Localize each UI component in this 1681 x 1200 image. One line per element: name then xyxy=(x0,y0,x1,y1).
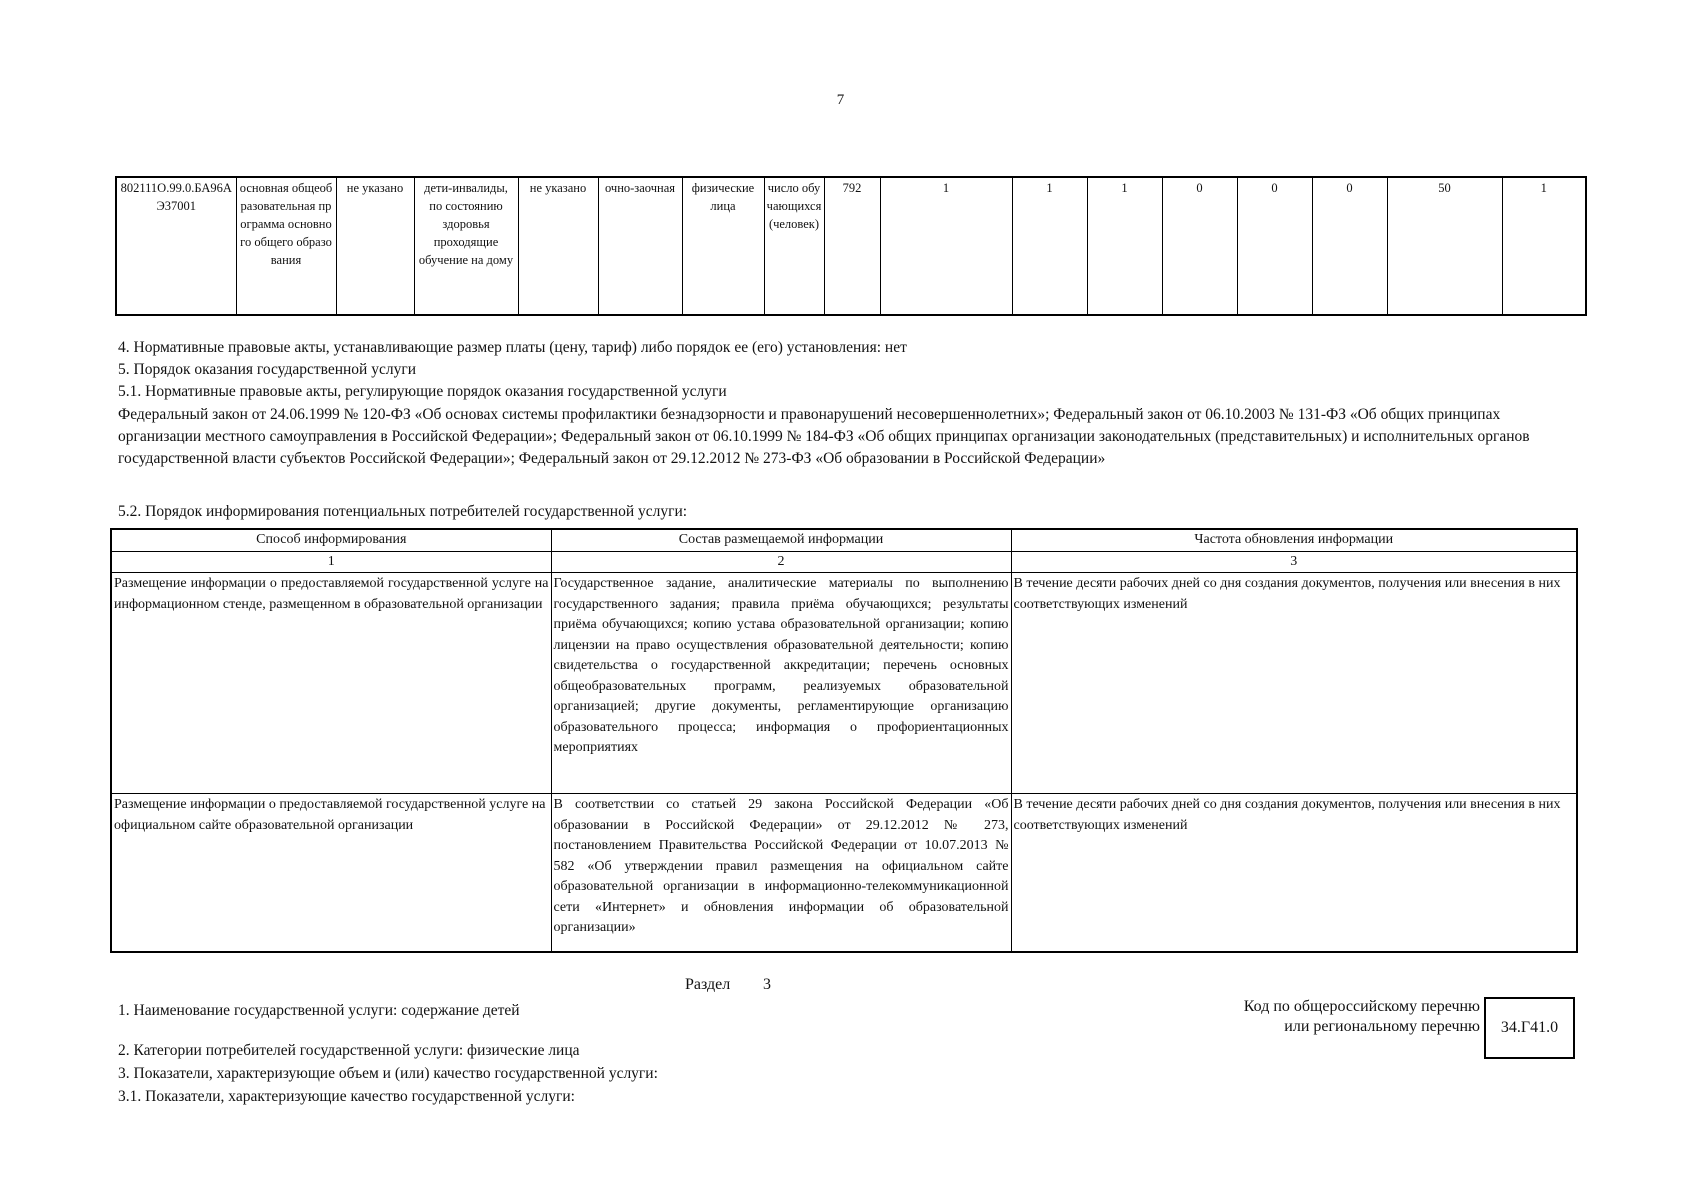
table-number-row xyxy=(111,551,1577,573)
method-cell: Размещение информации о предоставляемой государственной услуге на официальном сайте образовательной организации xyxy=(111,794,551,953)
code-value: 34.Г41.0 xyxy=(1500,1019,1559,1036)
table-cell: не указано xyxy=(336,177,414,315)
value-cell: 1 xyxy=(1012,177,1087,315)
table-row xyxy=(111,794,1577,953)
table-cell: не указано xyxy=(518,177,598,315)
value-cell: 0 xyxy=(1162,177,1237,315)
consumer-cell: физические лица xyxy=(682,177,764,315)
column-header: Частота обновления информации xyxy=(1011,529,1577,551)
value-cell: 1 xyxy=(1087,177,1162,315)
method-cell: Размещение информации о предоставляемой государственной услуге на информационном стенде, размещенном в образовательной организации xyxy=(111,573,551,794)
laws-paragraph: Федеральный закон от 24.06.1999 № 120-ФЗ «Об основах системы профилактики безнадзорности и правонарушений несовершеннолетних»; Федеральный закон от 06.10.2003 № 131-ФЗ «Об общих принципах организации местного самоуправления в Российской Федерации»; Федеральный закон от 06.10.1999 № 184-ФЗ «Об общих принципах организации законодательных (представительных) и исполнительных органов государственной власти субъектов Российской Федерации»; Федеральный закон от 29.12.2012 № 273-ФЗ «Об образовании в Российской Федерации» xyxy=(118,406,1530,467)
value-cell: 1 xyxy=(1502,177,1586,315)
section-number: 3 xyxy=(763,976,771,993)
content-cell: В соответствии со статьей 29 закона Российской Федерации «Об образовании в Российской Федерации» от 29.12.2012 № 273, постановлением Правительства Российской Федерации от 10.07.2013 № 582 «Об утверждении правил размещения на официальном сайте образовательной организации в информационно-телекоммуникационной сети «Интернет» и обновления информации об образовательной организации» xyxy=(551,794,1011,953)
value-cell: 0 xyxy=(1237,177,1312,315)
informing-table xyxy=(110,528,1578,953)
program-cell: основная общеобразовательная программа основного общего образования xyxy=(236,177,336,315)
value-cell: 1 xyxy=(880,177,1012,315)
indicator-table xyxy=(115,176,1587,316)
column-number: 3 xyxy=(1011,551,1577,573)
value-cell: 0 xyxy=(1312,177,1387,315)
column-header: Состав размещаемой информации xyxy=(551,529,1011,551)
paragraph-5-2: 5.2. Порядок информирования потенциальных потребителей государственной услуги: xyxy=(118,503,688,520)
content-cell: Государственное задание, аналитические материалы по выполнению государственного задания; правила приёма обучающихся; результаты приёма обучающихся; копию устава образовательной организации; копию лицензии на право осуществления образовательной деятельности; копию свидетельства о государственной аккредитации; перечень основных общеобразовательных программ, реализуемых образовательной организацией; другие документы, регламентирующие организацию образовательного процесса; информация о профориентационных мероприятиях xyxy=(551,573,1011,794)
okei-code-cell: 792 xyxy=(824,177,880,315)
table-row xyxy=(111,573,1577,794)
column-header: Способ информирования xyxy=(111,529,551,551)
paragraph-5: 5. Порядок оказания государственной услуги xyxy=(118,361,416,378)
code-box xyxy=(1484,997,1575,1059)
category-cell: дети-инвалиды, по состоянию здоровья проходящие обучение на дому xyxy=(414,177,518,315)
frequency-cell: В течение десяти рабочих дней со дня создания документов, получения или внесения в них соответствующих изменений xyxy=(1011,794,1577,953)
consumer-category: 2. Категории потребителей государственной услуги: физические лица xyxy=(118,1042,580,1059)
column-number: 1 xyxy=(111,551,551,573)
service-name: 1. Наименование государственной услуги: содержание детей xyxy=(118,1002,520,1019)
frequency-cell: В течение десяти рабочих дней со дня создания документов, получения или внесения в них соответствующих изменений xyxy=(1011,573,1577,794)
table-row xyxy=(116,177,1586,315)
form-cell: очно-заочная xyxy=(598,177,682,315)
section-label: Раздел xyxy=(685,976,731,993)
quality-indicators-heading: 3.1. Показатели, характеризующие качество государственной услуги: xyxy=(118,1088,575,1105)
page-number: 7 xyxy=(836,92,845,108)
table-header-row xyxy=(111,529,1577,551)
code-label: Код по общероссийскому перечню или региональному перечню xyxy=(1243,998,1480,1035)
column-number: 2 xyxy=(551,551,1011,573)
value-cell: 50 xyxy=(1387,177,1502,315)
paragraph-4: 4. Нормативные правовые акты, устанавливающие размер платы (цену, тариф) либо порядок ее (его) установления: нет xyxy=(118,339,907,356)
indicator-cell: число обучающихся (человек) xyxy=(764,177,824,315)
indicators-heading: 3. Показатели, характеризующие объем и (или) качество государственной услуги: xyxy=(118,1065,658,1082)
registry-code-cell: 802111О.99.0.БА96АЭ37001 xyxy=(116,177,236,315)
paragraph-5-1: 5.1. Нормативные правовые акты, регулирующие порядок оказания государственной услуги xyxy=(118,383,727,400)
